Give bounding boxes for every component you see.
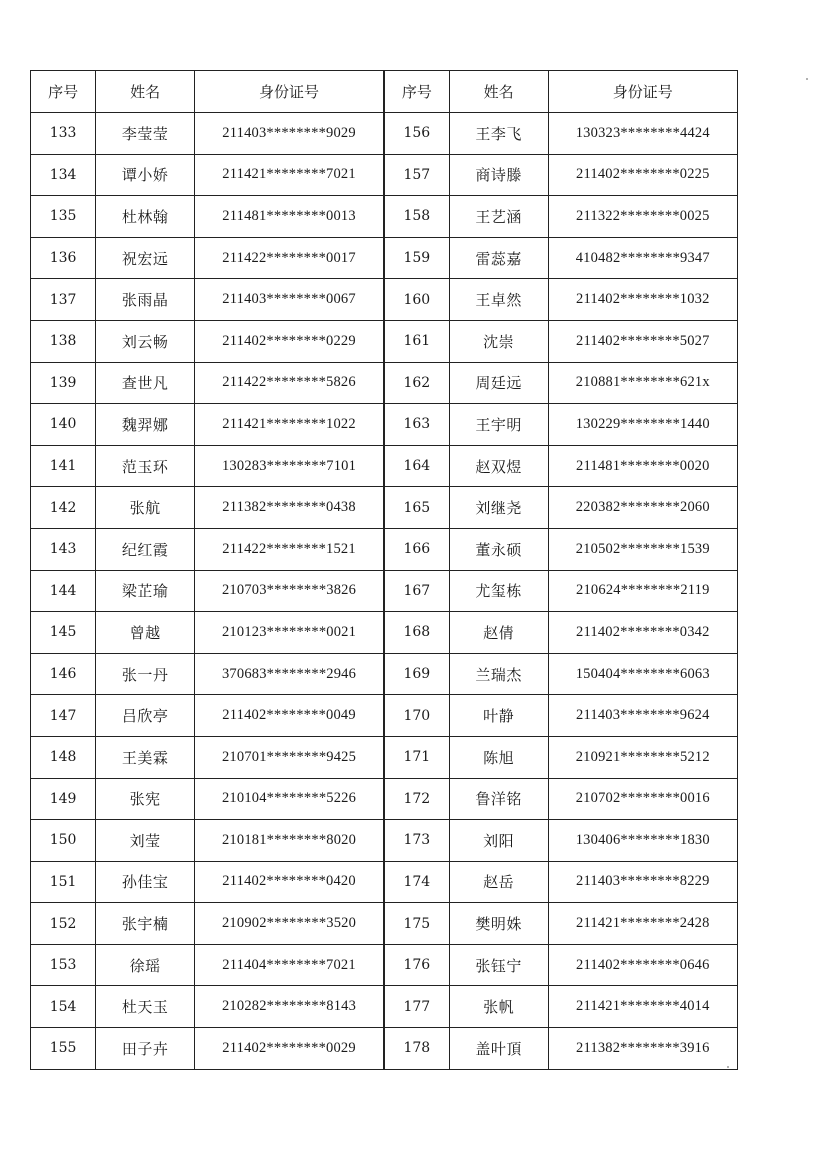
cell-name-left: 刘云畅 (96, 320, 195, 362)
cell-id-left: 211402********0420 (195, 861, 384, 903)
cell-id-right: 211402********0342 (548, 612, 737, 654)
cell-id-left: 210282********8143 (195, 986, 384, 1028)
header-id-left: 身份证号 (195, 71, 384, 113)
cell-seq-left: 146 (31, 653, 96, 695)
table-row (31, 404, 738, 446)
scan-speck (806, 78, 808, 80)
cell-name-right: 雷蕊嘉 (449, 237, 548, 279)
cell-id-right: 211402********5027 (548, 320, 737, 362)
table-row (31, 154, 738, 196)
table-row (31, 695, 738, 737)
cell-name-right: 鲁洋铭 (449, 778, 548, 820)
cell-id-right: 150404********6063 (548, 653, 737, 695)
cell-seq-left: 147 (31, 695, 96, 737)
cell-name-left: 杜林翰 (96, 196, 195, 238)
header-id-right: 身份证号 (548, 71, 737, 113)
cell-name-left: 孙佳宝 (96, 861, 195, 903)
cell-seq-left: 143 (31, 528, 96, 570)
table-row (31, 487, 738, 529)
cell-name-left: 张宪 (96, 778, 195, 820)
cell-seq-right: 156 (384, 113, 449, 155)
cell-id-left: 211422********0017 (195, 237, 384, 279)
table-row (31, 612, 738, 654)
cell-seq-left: 148 (31, 736, 96, 778)
cell-seq-right: 158 (384, 196, 449, 238)
cell-seq-right: 165 (384, 487, 449, 529)
cell-seq-right: 174 (384, 861, 449, 903)
cell-seq-left: 138 (31, 320, 96, 362)
cell-seq-right: 161 (384, 320, 449, 362)
cell-seq-right: 168 (384, 612, 449, 654)
cell-id-right: 210502********1539 (548, 528, 737, 570)
cell-seq-left: 149 (31, 778, 96, 820)
cell-seq-left: 139 (31, 362, 96, 404)
cell-id-left: 211402********0049 (195, 695, 384, 737)
roster-body (31, 113, 738, 1070)
cell-id-right: 210881********621x (548, 362, 737, 404)
cell-seq-right: 169 (384, 653, 449, 695)
cell-name-right: 王艺涵 (449, 196, 548, 238)
cell-id-right: 410482********9347 (548, 237, 737, 279)
cell-seq-right: 159 (384, 237, 449, 279)
header-row (31, 71, 738, 113)
cell-name-left: 魏羿娜 (96, 404, 195, 446)
cell-id-right: 130406********1830 (548, 820, 737, 862)
cell-seq-right: 177 (384, 986, 449, 1028)
cell-id-left: 211402********0029 (195, 1028, 384, 1070)
cell-name-left: 吕欣亭 (96, 695, 195, 737)
cell-name-left: 杜天玉 (96, 986, 195, 1028)
cell-id-right: 211322********0025 (548, 196, 737, 238)
cell-id-right: 211402********0646 (548, 944, 737, 986)
cell-name-right: 刘阳 (449, 820, 548, 862)
cell-seq-right: 164 (384, 445, 449, 487)
cell-name-right: 周廷远 (449, 362, 548, 404)
cell-id-right: 211403********8229 (548, 861, 737, 903)
cell-id-left: 210181********8020 (195, 820, 384, 862)
cell-name-left: 刘莹 (96, 820, 195, 862)
cell-id-right: 211402********0225 (548, 154, 737, 196)
table-row (31, 237, 738, 279)
cell-name-right: 叶静 (449, 695, 548, 737)
table-row (31, 820, 738, 862)
cell-name-left: 祝宏远 (96, 237, 195, 279)
cell-name-right: 兰瑞杰 (449, 653, 548, 695)
cell-id-left: 210703********3826 (195, 570, 384, 612)
table-row (31, 362, 738, 404)
cell-name-left: 纪红霞 (96, 528, 195, 570)
cell-name-right: 王李飞 (449, 113, 548, 155)
table-row (31, 570, 738, 612)
cell-seq-right: 172 (384, 778, 449, 820)
cell-id-right: 211382********3916 (548, 1028, 737, 1070)
cell-seq-left: 155 (31, 1028, 96, 1070)
cell-seq-right: 170 (384, 695, 449, 737)
cell-name-left: 范玉环 (96, 445, 195, 487)
table-row (31, 445, 738, 487)
cell-name-right: 赵岳 (449, 861, 548, 903)
cell-name-right: 沈崇 (449, 320, 548, 362)
cell-name-left: 曾越 (96, 612, 195, 654)
table-row (31, 903, 738, 945)
cell-name-right: 陈旭 (449, 736, 548, 778)
cell-name-right: 王卓然 (449, 279, 548, 321)
cell-name-left: 张雨晶 (96, 279, 195, 321)
cell-name-left: 查世凡 (96, 362, 195, 404)
cell-seq-left: 153 (31, 944, 96, 986)
cell-name-right: 尤玺栋 (449, 570, 548, 612)
cell-name-left: 张宇楠 (96, 903, 195, 945)
cell-seq-left: 140 (31, 404, 96, 446)
cell-seq-left: 133 (31, 113, 96, 155)
cell-id-left: 211404********7021 (195, 944, 384, 986)
cell-id-left: 210104********5226 (195, 778, 384, 820)
cell-name-left: 梁芷瑜 (96, 570, 195, 612)
table-row (31, 736, 738, 778)
cell-seq-left: 136 (31, 237, 96, 279)
cell-id-left: 210701********9425 (195, 736, 384, 778)
cell-seq-right: 167 (384, 570, 449, 612)
cell-id-right: 210921********5212 (548, 736, 737, 778)
cell-name-left: 徐瑶 (96, 944, 195, 986)
cell-id-right: 130229********1440 (548, 404, 737, 446)
table-row (31, 196, 738, 238)
cell-id-left: 211422********5826 (195, 362, 384, 404)
cell-name-right: 张钰宁 (449, 944, 548, 986)
table-row (31, 320, 738, 362)
cell-id-left: 211402********0229 (195, 320, 384, 362)
cell-seq-left: 151 (31, 861, 96, 903)
cell-name-left: 谭小娇 (96, 154, 195, 196)
table-row (31, 528, 738, 570)
cell-seq-right: 160 (384, 279, 449, 321)
cell-name-left: 王美霖 (96, 736, 195, 778)
cell-name-right: 盖叶頂 (449, 1028, 548, 1070)
cell-name-right: 商诗滕 (449, 154, 548, 196)
cell-seq-left: 135 (31, 196, 96, 238)
cell-id-left: 211382********0438 (195, 487, 384, 529)
cell-name-left: 张一丹 (96, 653, 195, 695)
cell-seq-left: 141 (31, 445, 96, 487)
cell-name-left: 田子卉 (96, 1028, 195, 1070)
table-row (31, 986, 738, 1028)
cell-id-left: 211421********7021 (195, 154, 384, 196)
cell-id-left: 211403********9029 (195, 113, 384, 155)
cell-seq-right: 163 (384, 404, 449, 446)
cell-seq-left: 142 (31, 487, 96, 529)
cell-id-left: 211422********1521 (195, 528, 384, 570)
table-row (31, 944, 738, 986)
cell-id-left: 130283********7101 (195, 445, 384, 487)
cell-seq-right: 176 (384, 944, 449, 986)
cell-name-right: 赵双煜 (449, 445, 548, 487)
cell-seq-right: 178 (384, 1028, 449, 1070)
cell-id-left: 210123********0021 (195, 612, 384, 654)
cell-id-left: 211421********1022 (195, 404, 384, 446)
cell-seq-left: 145 (31, 612, 96, 654)
cell-seq-left: 137 (31, 279, 96, 321)
cell-name-left: 张航 (96, 487, 195, 529)
cell-seq-left: 144 (31, 570, 96, 612)
cell-name-right: 刘继尧 (449, 487, 548, 529)
cell-id-right: 211421********2428 (548, 903, 737, 945)
cell-seq-right: 175 (384, 903, 449, 945)
table-row (31, 778, 738, 820)
cell-seq-left: 152 (31, 903, 96, 945)
table-row (31, 113, 738, 155)
cell-id-left: 211403********0067 (195, 279, 384, 321)
table-row (31, 279, 738, 321)
cell-seq-left: 150 (31, 820, 96, 862)
cell-id-right: 211481********0020 (548, 445, 737, 487)
roster-sheet (30, 70, 738, 1070)
cell-id-left: 370683********2946 (195, 653, 384, 695)
cell-id-right: 211402********1032 (548, 279, 737, 321)
cell-seq-right: 171 (384, 736, 449, 778)
cell-name-right: 董永硕 (449, 528, 548, 570)
cell-id-left: 210902********3520 (195, 903, 384, 945)
cell-name-right: 赵倩 (449, 612, 548, 654)
cell-name-left: 李莹莹 (96, 113, 195, 155)
cell-seq-right: 162 (384, 362, 449, 404)
header-name-right: 姓名 (449, 71, 548, 113)
header-name-left: 姓名 (96, 71, 195, 113)
cell-id-right: 220382********2060 (548, 487, 737, 529)
table-row (31, 653, 738, 695)
cell-name-right: 樊明姝 (449, 903, 548, 945)
header-seq-right: 序号 (384, 71, 449, 113)
cell-seq-left: 154 (31, 986, 96, 1028)
cell-seq-right: 173 (384, 820, 449, 862)
cell-seq-right: 166 (384, 528, 449, 570)
cell-seq-right: 157 (384, 154, 449, 196)
table-row (31, 1028, 738, 1070)
cell-id-right: 211421********4014 (548, 986, 737, 1028)
cell-name-right: 王宇明 (449, 404, 548, 446)
cell-id-right: 130323********4424 (548, 113, 737, 155)
cell-id-right: 210702********0016 (548, 778, 737, 820)
header-seq-left: 序号 (31, 71, 96, 113)
cell-id-left: 211481********0013 (195, 196, 384, 238)
cell-seq-left: 134 (31, 154, 96, 196)
cell-id-right: 210624********2119 (548, 570, 737, 612)
roster-table (30, 70, 738, 1070)
cell-id-right: 211403********9624 (548, 695, 737, 737)
table-row (31, 861, 738, 903)
cell-name-right: 张帆 (449, 986, 548, 1028)
